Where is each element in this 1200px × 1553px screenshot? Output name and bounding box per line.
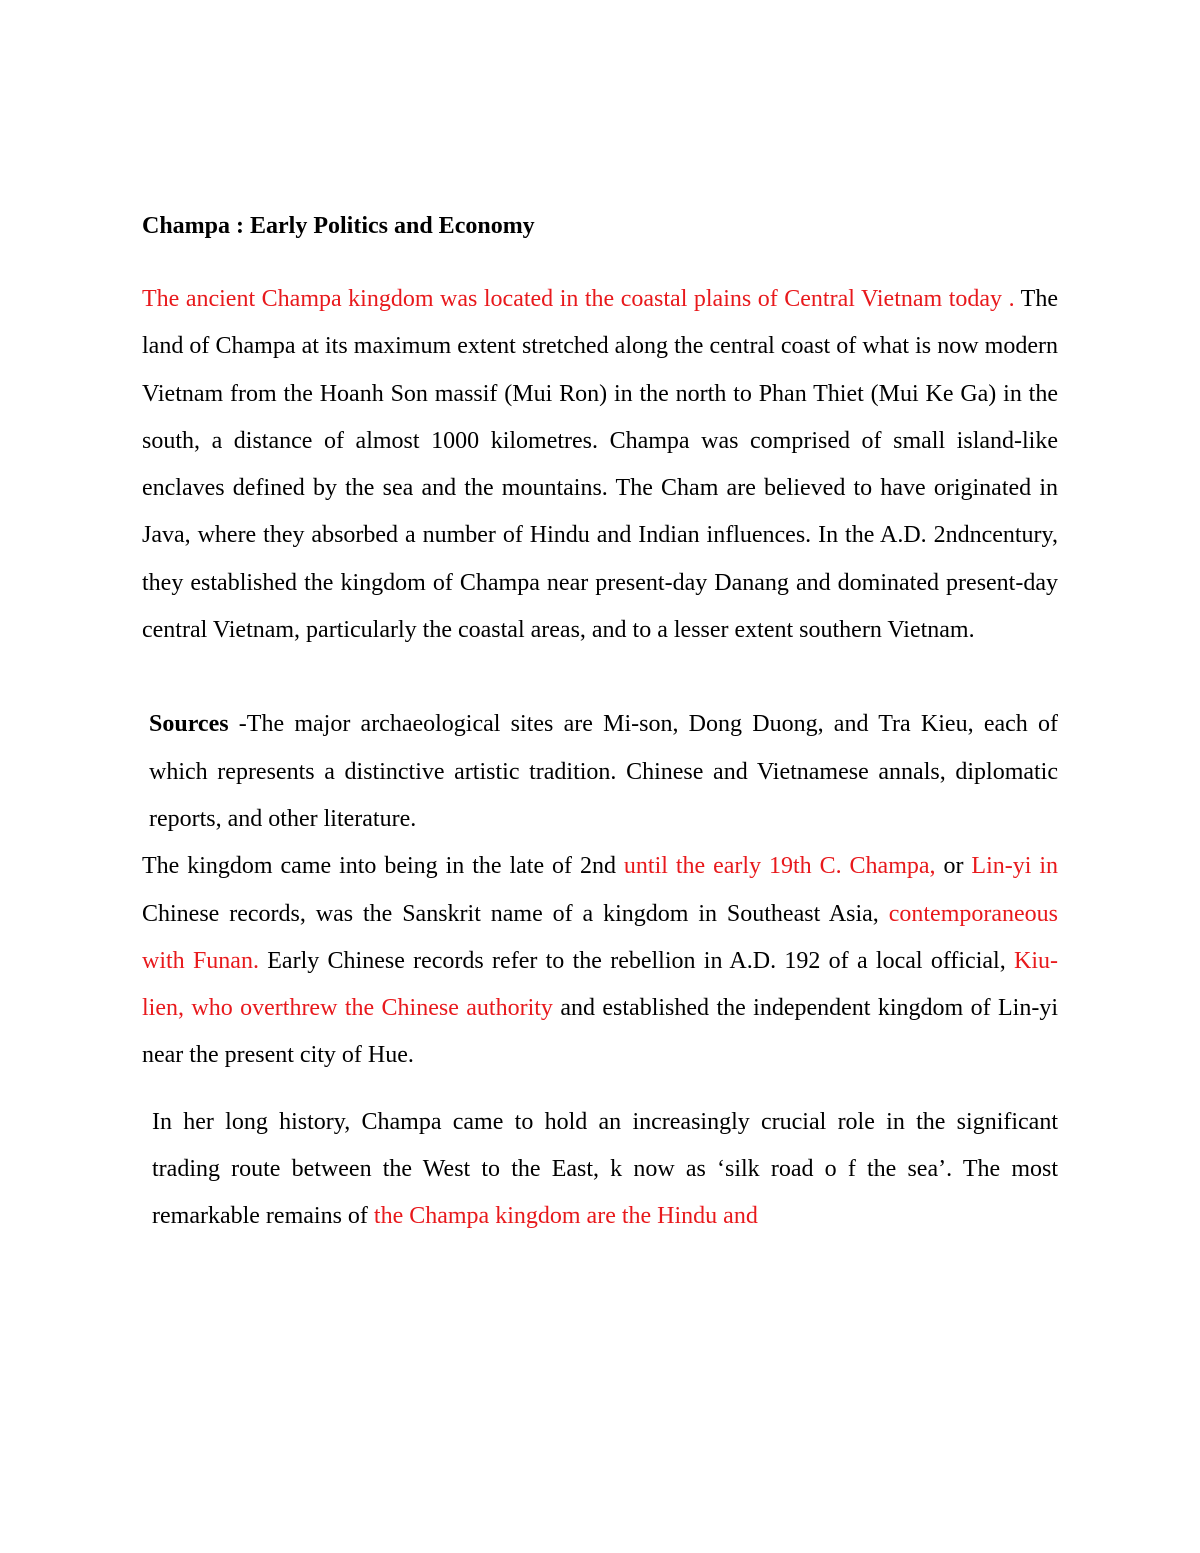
- highlighted-text: contemporaneous with Funan.: [142, 900, 1058, 974]
- highlighted-text: until the early 19th C. Champa,: [623, 853, 936, 880]
- paragraph-spacer: [142, 1080, 1058, 1099]
- highlighted-text: The ancient Champa kingdom was located in the coastal plains of Central Vietnam today .: [142, 286, 1015, 312]
- body-text: In her long history, Champa came to hold an increasingly crucial role in the significant trading route between the West to the East, k now as ‘silk road o f the sea’. The most remarkable remains of: [152, 1108, 1058, 1230]
- body-text: or: [935, 853, 972, 880]
- body-text: Chinese records, was the Sanskrit name of a kingdom in Southeast Asia,: [142, 900, 889, 927]
- body-text: The kingdom came into being in the late of 2nd: [142, 853, 624, 880]
- body-text: The land of Champa at its maximum extent stretched along the central coast of what is now modern Vietnam from the Hoanh Son massif (Mui Ron) in the north to Phan Thiet (Mui Ke Ga) in the south, a distance of almost 1000 kilometres. Champa was comprised of small island-like enclaves defined by the sea and the mountains. The Cham are believed to have originated in Java, where they absorbed a number of Hindu and Indian influences. In the A.D. 2ndncentury, they established the kingdom of Champa near present-day Danang and dominated present-day central Vietnam, particularly the coastal areas, and to a lesser extent southern Vietnam.: [142, 286, 1058, 644]
- highlighted-text: the Champa kingdom are the Hindu and: [373, 1203, 758, 1230]
- body-text: Early Chinese records refer to the rebellion in A.D. 192 of a local official,: [258, 947, 1014, 974]
- document-page: [142, 210, 1058, 1241]
- body-text: and established the independent kingdom of Lin-yi near the present city of Hue.: [142, 995, 1058, 1069]
- document-title: Champa : Early Politics and Economy: [142, 213, 535, 239]
- paragraph-spacer: [142, 654, 1058, 701]
- paragraph-sources: [142, 701, 1058, 843]
- sources-label: Sources: [149, 711, 229, 738]
- paragraph-kingdom: [142, 843, 1058, 1079]
- paragraph-history: [142, 1099, 1058, 1241]
- highlighted-text: Kiu-lien, who overthrew the Chinese authority: [142, 947, 1058, 1022]
- body-text: -The major archaeological sites are Mi-son, Dong Duong, and Tra Kieu, each of which represents a distinctive artistic tradition. Chinese and Vietnamese annals, diplomatic reports, and other literature.: [149, 711, 1058, 832]
- highlighted-text: Lin-yi in: [971, 853, 1058, 880]
- paragraph-intro: [142, 276, 1058, 654]
